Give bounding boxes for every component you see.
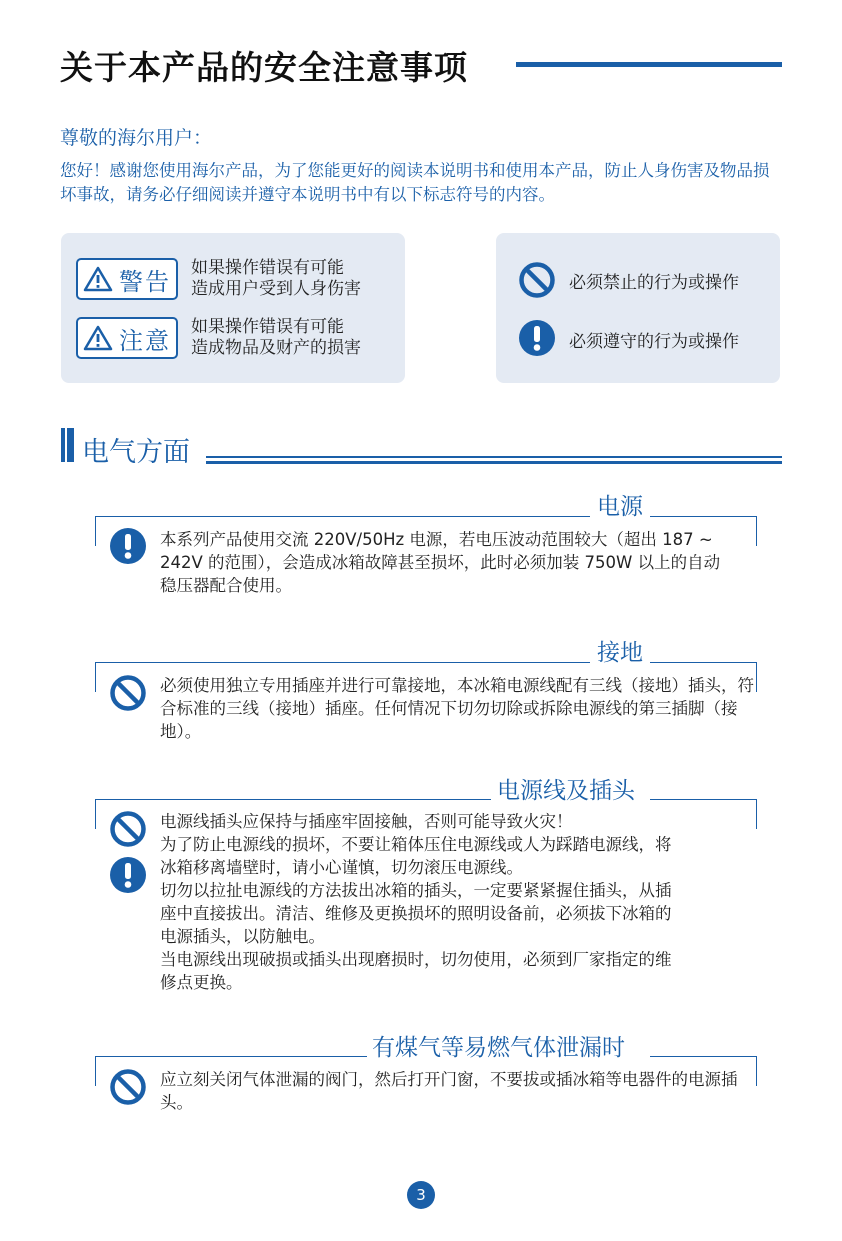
block-frame (95, 662, 96, 692)
block-text-gas-leak: 应立刻关闭气体泄漏的阀门，然后打开门窗，不要拔或插冰箱等电器件的电源插头。 (160, 1070, 738, 1112)
block-frame (756, 662, 757, 692)
caution-desc-line: 造成物品及财产的损害 (191, 338, 361, 358)
prohibited-icon (109, 1068, 147, 1106)
block-frame (756, 516, 757, 546)
block-title-power: 电源 (597, 494, 643, 520)
block-frame (756, 1056, 757, 1086)
block-line: 座中直接拔出。清洁、维修及更换损坏的照明设备前，必须拔下冰箱的 (160, 904, 672, 923)
warning-badge (76, 258, 178, 300)
block-text-cord-plug (160, 810, 755, 994)
block-text-grounding: 必须使用独立专用插座并进行可靠接地，本冰箱电源线配有三线（接地）插头，符合标准的三线（接地）插座。任何情况下切勿切除或拆除电源线的第三插脚（接地）。 (160, 676, 754, 741)
section-marker (67, 428, 74, 462)
warning-desc-line: 造成用户受到人身伤害 (191, 279, 361, 299)
block-frame (95, 516, 96, 546)
warning-label: 警告 (119, 267, 171, 296)
caution-desc-line: 如果操作错误有可能 (191, 317, 344, 337)
block-frame (95, 662, 590, 663)
block-frame (95, 799, 491, 800)
mandatory-icon (518, 319, 556, 357)
block-line: 电源插头，以防触电。 (160, 927, 325, 946)
page-number: 3 (407, 1181, 435, 1209)
section-marker (61, 428, 65, 462)
block-line: 当电源线出现破损或插头出现磨损时，切勿使用，必须到厂家指定的维 (160, 950, 672, 969)
block-frame (650, 516, 756, 517)
section-rule (206, 461, 782, 464)
prohibited-legend-text: 必须禁止的行为或操作 (569, 273, 739, 293)
caution-label: 注意 (119, 326, 171, 355)
warning-desc-line: 如果操作错误有可能 (191, 258, 344, 278)
caution-description (191, 317, 361, 359)
warning-triangle-icon (83, 325, 113, 351)
block-title-grounding: 接地 (597, 640, 643, 666)
greeting: 尊敬的海尔用户： (60, 127, 213, 149)
block-line: 切勿以拉扯电源线的方法拔出冰箱的插头，一定要紧紧握住插头，从插 (160, 881, 672, 900)
block-title-gas-leak: 有煤气等易燃气体泄漏时 (372, 1035, 625, 1061)
warning-triangle-icon (83, 266, 113, 292)
section-rule (206, 456, 782, 458)
warning-description (191, 258, 361, 300)
legend-symbols (496, 233, 780, 383)
block-frame (95, 1056, 367, 1057)
prohibited-icon (109, 674, 147, 712)
legend-warning-caution (61, 233, 405, 383)
title-rule (516, 62, 782, 67)
block-frame (95, 1056, 96, 1086)
intro-paragraph: 您好！感谢您使用海尔产品，为了您能更好的阅读本说明书和使用本产品，防止人身伤害及物品损坏事故，请务必仔细阅读并遵守本说明书中有以下标志符号的内容。 (60, 161, 770, 204)
block-line: 为了防止电源线的损坏，不要让箱体压住电源线或人为踩踏电源线，将 (160, 835, 672, 854)
block-frame (650, 1056, 756, 1057)
block-line: 冰箱移离墙壁时，请小心谨慎，切勿滚压电源线。 (160, 858, 523, 877)
block-frame (650, 662, 756, 663)
block-frame (650, 799, 756, 800)
prohibited-icon (109, 810, 147, 848)
mandatory-icon (109, 856, 147, 894)
block-frame (756, 799, 757, 829)
mandatory-legend-text: 必须遵守的行为或操作 (569, 332, 739, 352)
caution-badge (76, 317, 178, 359)
block-frame (95, 799, 96, 829)
block-line: 电源线插头应保持与插座牢固接触，否则可能导致火灾！ (160, 812, 573, 831)
section-title: 电气方面 (82, 437, 190, 468)
page-title: 关于本产品的安全注意事项 (60, 48, 468, 87)
prohibited-icon (518, 261, 556, 299)
block-title-cord-plug: 电源线及插头 (497, 778, 635, 804)
block-frame (95, 516, 590, 517)
mandatory-icon (109, 527, 147, 565)
block-text-power: 本系列产品使用交流 220V/50Hz 电源，若电压波动范围较大（超出 187 ~ 242V 的范围），会造成冰箱故障甚至损坏，此时必须加装 750W 以上的自动稳压器配合使用。 (160, 530, 721, 595)
block-line: 修点更换。 (160, 973, 243, 992)
